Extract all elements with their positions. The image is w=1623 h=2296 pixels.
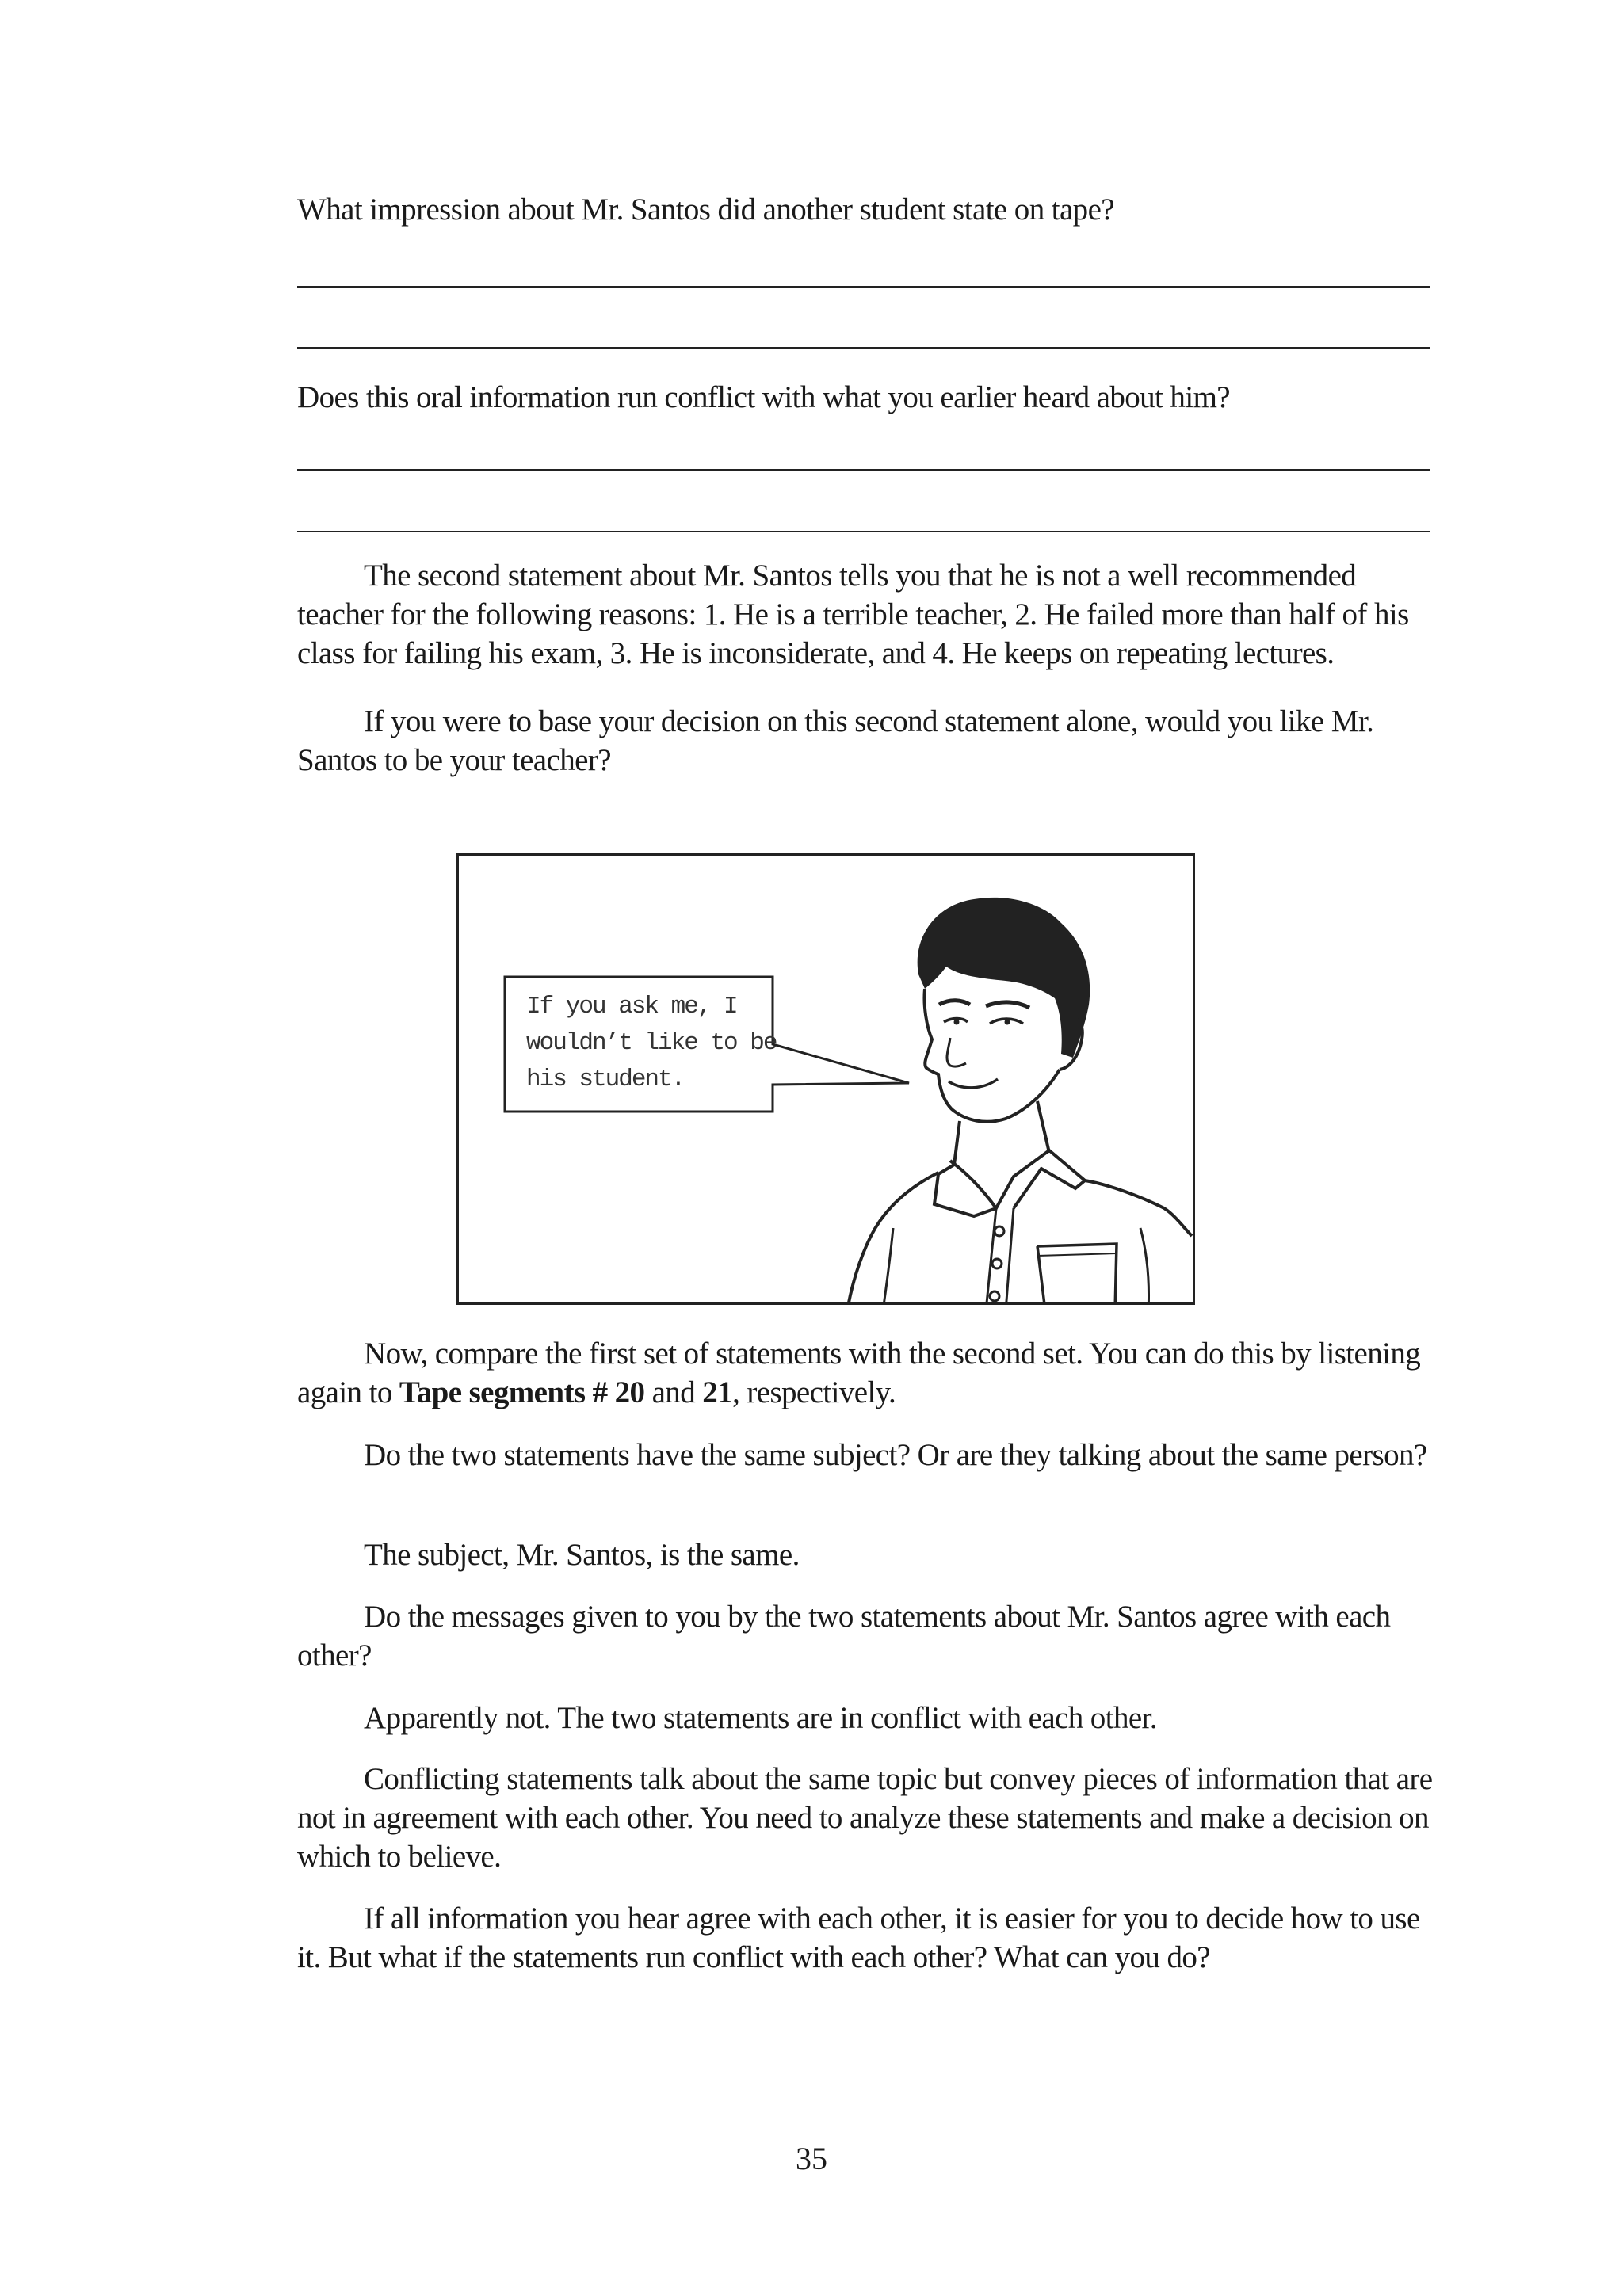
answer-line-3[interactable] [297,469,1430,471]
collar-drawing [950,1150,1085,1208]
paragraph-second-statement: The second statement about Mr. Santos tells you that he is not a well recommended teacher for the following reasons: 1. He is a terrible teacher, 2. He failed more than half of his class for failing his exam, 3. He is inconsiderate, and 4. He keeps on repeating lectures. [297,559,1409,670]
answer-line-2[interactable] [297,347,1430,349]
tape-segment-bold: Tape segments # 20 [399,1375,645,1409]
paragraph-subject-same: The subject, Mr. Santos, is the same. [364,1538,800,1572]
question-impression: What impression about Mr. Santos did another student state on tape? [297,193,1115,227]
answer-line-1[interactable] [297,286,1430,288]
answer-line-4[interactable] [297,531,1430,532]
paragraph-conflicting-definition: Conflicting statements talk about the same topic but convey pieces of information that are not in agreement with each other. You need to analyze these statements and make a decision on which to believe. [297,1762,1433,1874]
paragraph-apparently-not: Apparently not. The two statements are in conflict with each other. [364,1701,1157,1735]
paragraph-compare: Now, compare the first set of statements with the second set. You can do this by listening again to Tape segments # 20 and 21, respectively. [297,1337,1421,1409]
tape-segment-number-bold: 21 [702,1375,733,1409]
illustration-student-speaking [456,853,1195,1305]
page-number: 35 [796,2141,827,2176]
question-conflict: Does this oral information run conflict with what you earlier heard about him? [297,380,1231,414]
hair-drawing [918,898,1090,1058]
paragraph-same-subject: Do the two statements have the same subject? Or are they talking about the same person? [364,1438,1427,1472]
speech-bubble-text: If you ask me, I wouldn’t like to be his student. [526,993,777,1093]
paragraph-decision-question: If you were to base your decision on this second statement alone, would you like Mr. Santos to be your teacher? [297,704,1374,777]
paragraph-what-can-you-do: If all information you hear agree with each other, it is easier for you to decide how to use it. But what if the statements run conflict with each other? What can you do? [297,1901,1420,1974]
paragraph-messages-agree: Do the messages given to you by the two statements about Mr. Santos agree with each other? [297,1600,1391,1672]
